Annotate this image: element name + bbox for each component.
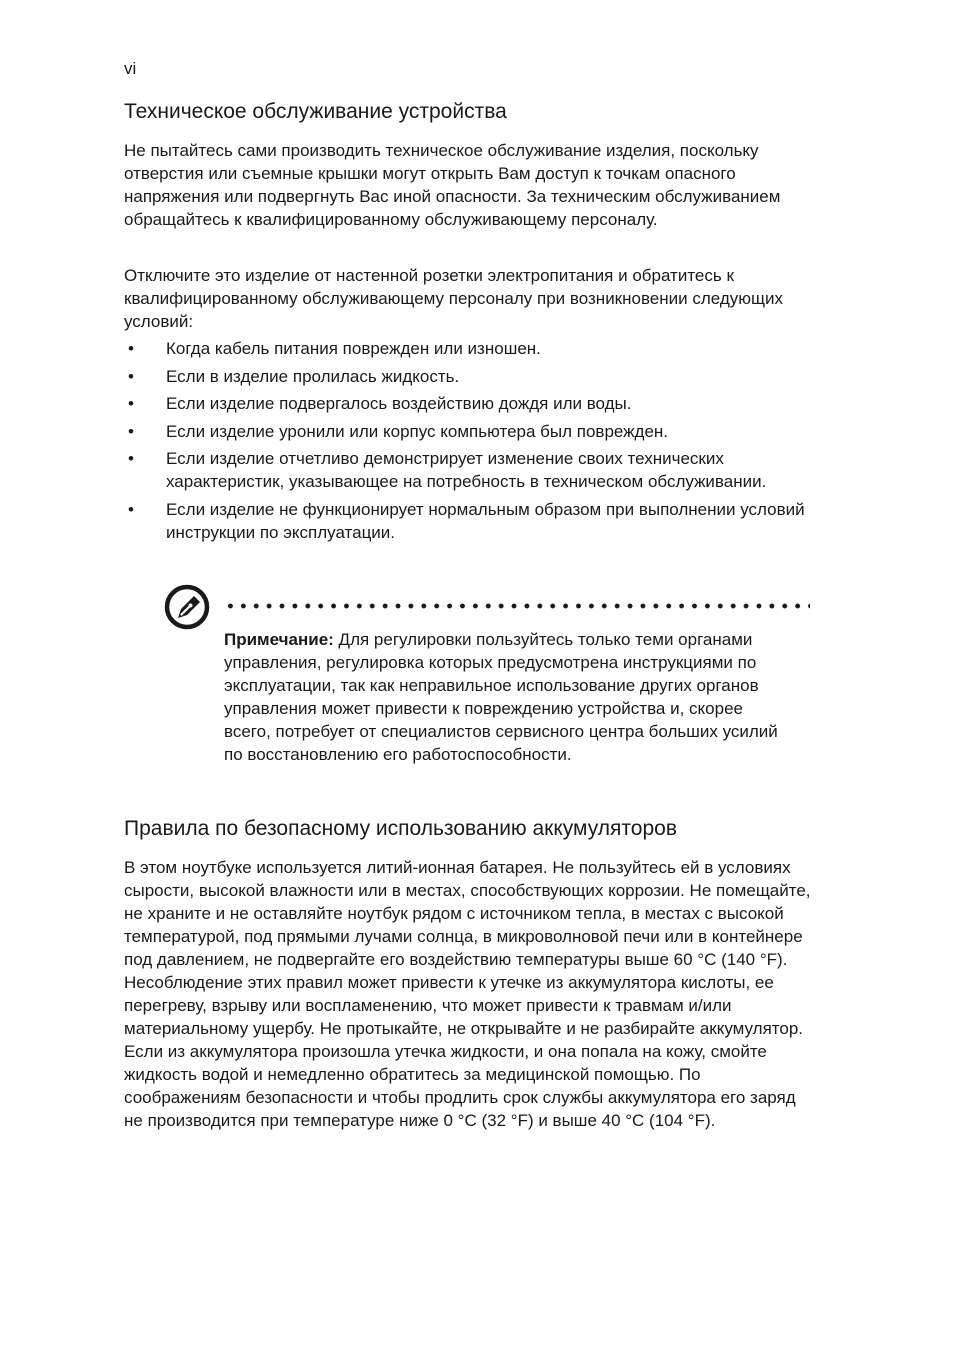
bullet-icon: • [128,449,134,469]
note-dotted-divider [224,603,810,609]
list-item [124,498,814,544]
list-item [124,365,814,388]
list-item-text: Если изделие уронили или корпус компьютера был поврежден. [166,421,669,441]
list-item-text: Если изделие отчетливо демонстрирует изменение своих технических характеристик, указывающее на потребность в техническом обслуживании. [166,449,767,492]
bullet-icon: • [128,339,134,358]
section-heading-battery-safety: Правила по безопасному использованию аккумуляторов [124,817,677,840]
list-item-text: Если изделие подвергалось воздействию дождя или воды. [166,394,632,414]
list-item-text: Если изделие не функционирует нормальным образом при выполнении условий инструкции по эксплуатации. [166,499,805,542]
list-item [124,392,814,415]
note-body: Для регулировки пользуйтесь только теми органами управления, регулировка которых предусмотрена инструкциями по эксплуатации, так как неправильное использование других органов управления может привести к повреждению устройства и, скорее всего, потребует от специалистов сервисного центра больших усилий по восстановлению его работоспособности. [224,630,778,764]
note-label: Примечание: [224,630,334,649]
section-heading-maintenance: Техническое обслуживание устройства [124,100,507,123]
note-text [224,628,784,766]
maintenance-paragraph-2: Отключите это изделие от настенной розетки электропитания и обратитесь к квалифицированному обслуживающему персоналу при возникновении следующих условий: [124,266,784,331]
list-item-text: Если в изделие пролилась жидкость. [166,366,460,386]
bullet-icon: • [128,421,134,441]
list-item [124,420,814,443]
page-number: vi [124,59,137,78]
battery-safety-paragraph: В этом ноутбуке используется литий-ионная батарея. Не пользуйтесь ей в условиях сырости, высокой влажности или в местах, способствующих коррозии. Не помещайте, не храните и не оставляйте ноутбук рядом с источником тепла, в местах с высокой температурой, под прямыми лучами солнца, в микроволновой печи или в контейнере под давлением, не подвергайте его воздействию температуры выше 60 °C (140 °F). Несоблюдение этих правил может привести к утечке из аккумулятора кислоты, ее перегреву, взрыву или воспламенению, что может привести к травмам и/или материальному ущербу. Не протыкайте, не открывайте и не разбирайте аккумулятор. Если из аккумулятора произошла утечка жидкости, и она попала на кожу, смойте жидкость водой и немедленно обратитесь за медицинской помощью. По соображениям безопасности и чтобы продлить срок службы аккумулятора его заряд не производится при температуре ниже 0 °C (32 °F) и выше 40 °C (104 °F). [124,858,811,1130]
list-item [124,447,814,493]
conditions-list [124,337,814,549]
note-pen-icon [164,584,210,630]
bullet-icon: • [128,394,134,414]
list-item [124,337,814,360]
maintenance-paragraph-1: Не пытайтесь сами производить техническое обслуживание изделия, поскольку отверстия или съемные крышки могут открыть Вам доступ к точкам опасного напряжения или подвергнуть Вас иной опасности. За техническим обслуживанием обращайтесь к квалифицированному обслуживающему персоналу. [124,141,781,229]
list-item-text: Когда кабель питания поврежден или изношен. [166,339,541,358]
bullet-icon: • [128,366,134,386]
bullet-icon: • [128,499,134,519]
